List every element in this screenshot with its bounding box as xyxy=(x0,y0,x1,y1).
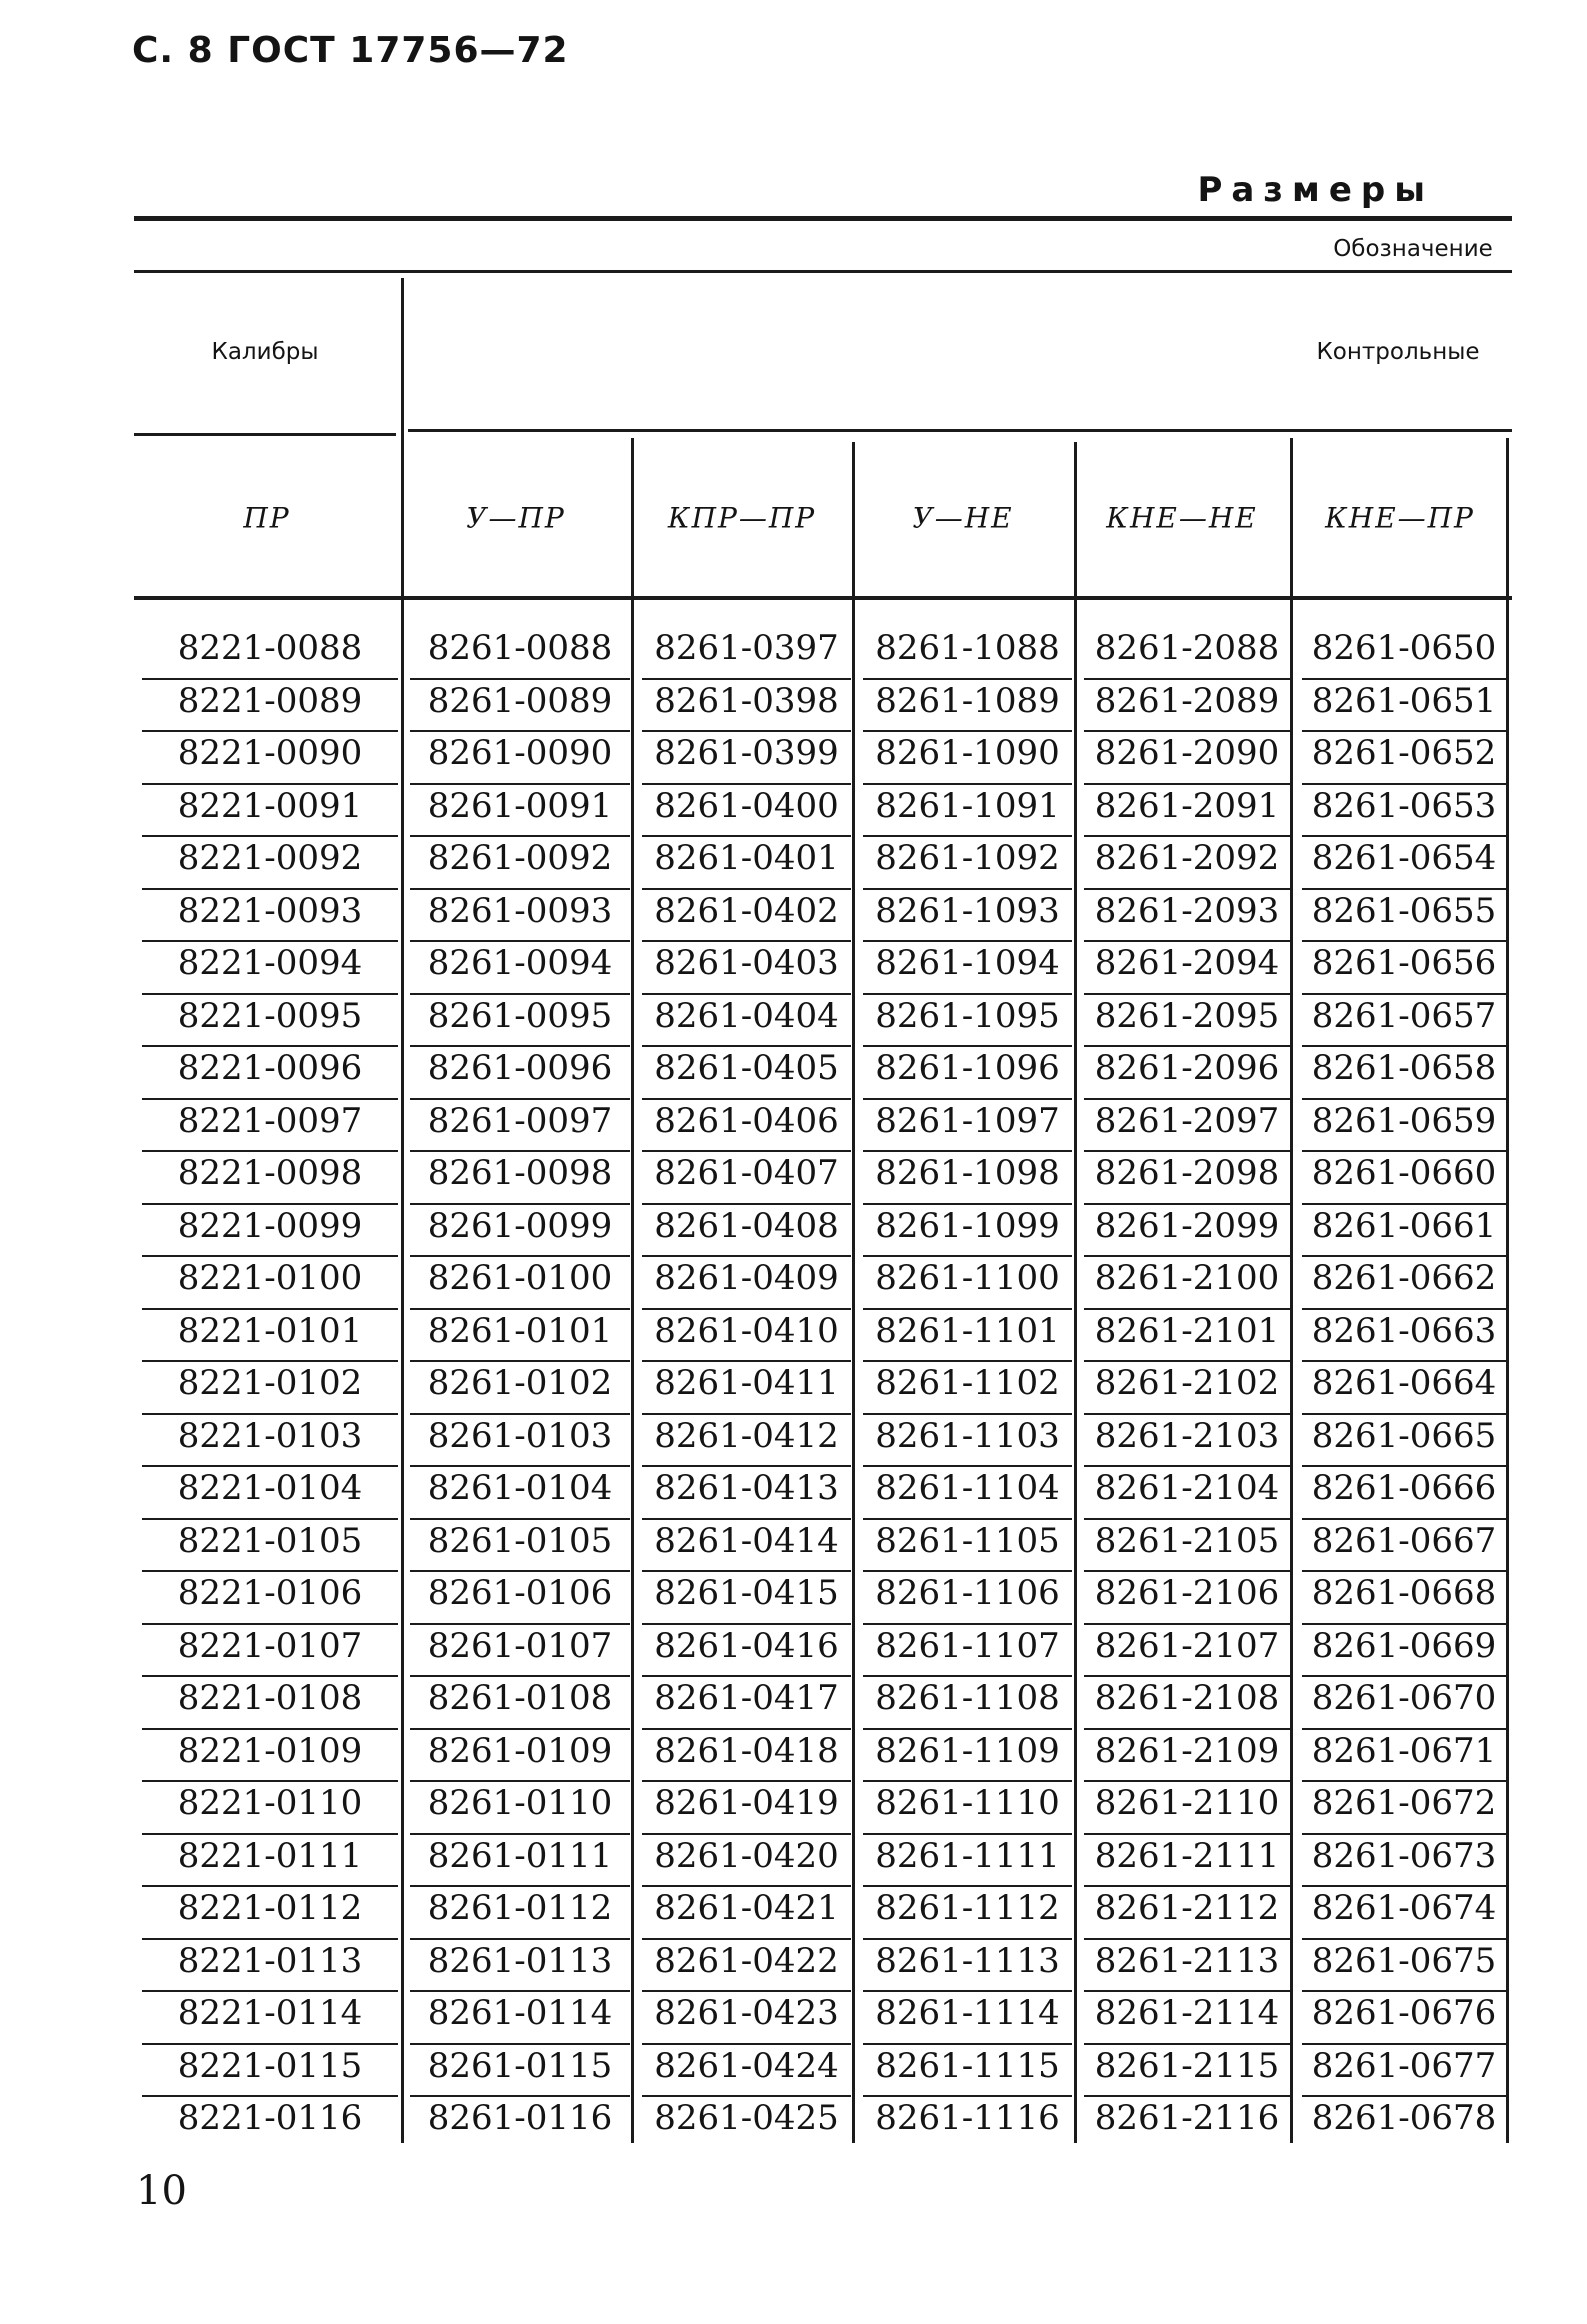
table-row xyxy=(136,2097,1512,2150)
table-cell: 8261-0105 xyxy=(404,1520,636,1573)
table-cell: 8261-0100 xyxy=(404,1257,636,1310)
column-header-u-ne: У—НЕ xyxy=(912,501,1014,535)
table-cell: 8221-0103 xyxy=(136,1415,404,1468)
table-cell: 8261-2111 xyxy=(1078,1835,1296,1888)
table-cell: 8221-0110 xyxy=(136,1782,404,1835)
table-cell: 8261-0415 xyxy=(636,1572,857,1625)
table-cell: 8261-0667 xyxy=(1296,1520,1512,1573)
table-cell: 8221-0113 xyxy=(136,1940,404,1993)
table-cell: 8221-0095 xyxy=(136,995,404,1048)
table-cell: 8261-0656 xyxy=(1296,942,1512,995)
designation-header: Обозначение xyxy=(1333,236,1493,262)
table-row xyxy=(136,1782,1512,1835)
table-cell: 8221-0090 xyxy=(136,732,404,785)
table-cell: 8261-2089 xyxy=(1078,680,1296,733)
page-header: С. 8 ГОСТ 17756—72 xyxy=(132,30,569,71)
table-cell: 8261-0096 xyxy=(404,1047,636,1100)
table-cell: 8261-1116 xyxy=(875,2098,1060,2138)
table-cell: 8261-0116 xyxy=(427,2098,613,2138)
table-cell: 8221-0111 xyxy=(136,1835,404,1888)
table-cell: 8261-0400 xyxy=(636,785,857,838)
table-cell: 8261-0098 xyxy=(404,1152,636,1205)
table-cell: 8261-2106 xyxy=(1078,1572,1296,1625)
table-cell: 8261-2107 xyxy=(1078,1625,1296,1678)
table-cell: 8261-0398 xyxy=(636,680,857,733)
table-cell: 8261-0103 xyxy=(404,1415,636,1468)
table-cell: 8261-0660 xyxy=(1296,1152,1512,1205)
table-cell: 8261-0110 xyxy=(404,1782,636,1835)
table-cell: 8261-0654 xyxy=(1296,837,1512,890)
table-cell: 8221-0096 xyxy=(136,1047,404,1100)
table-cell: 8261-0088 xyxy=(404,627,636,680)
table-cell: 8261-0114 xyxy=(404,1992,636,2045)
column-header-u-pr: У—ПР xyxy=(466,501,566,535)
table-cell: 8261-0417 xyxy=(636,1677,857,1730)
table-cell: 8261-0651 xyxy=(1296,680,1512,733)
table-cell: 8261-1108 xyxy=(857,1677,1078,1730)
table-cell: 8261-1101 xyxy=(857,1310,1078,1363)
table-cell: 8261-0420 xyxy=(636,1835,857,1888)
table-cell: 8261-0665 xyxy=(1296,1415,1512,1468)
table-top-rule xyxy=(134,216,1512,221)
table-cell: 8261-0658 xyxy=(1296,1047,1512,1100)
table-cell: 8261-0104 xyxy=(404,1467,636,1520)
table-cell: 8261-0091 xyxy=(404,785,636,838)
table-cell: 8261-0423 xyxy=(636,1992,857,2045)
table-cell: 8261-1107 xyxy=(857,1625,1078,1678)
table-cell: 8261-1112 xyxy=(857,1887,1078,1940)
table-cell: 8261-0407 xyxy=(636,1152,857,1205)
table-cell: 8261-2113 xyxy=(1078,1940,1296,1993)
table-cell: 8221-0116 xyxy=(177,2098,363,2138)
table-cell: 8261-0092 xyxy=(404,837,636,890)
table-row xyxy=(136,1257,1512,1310)
table-cell: 8261-0099 xyxy=(404,1205,636,1258)
header-bottom-rule xyxy=(134,596,1512,600)
table-cell: 8261-1103 xyxy=(857,1415,1078,1468)
table-cell: 8261-2096 xyxy=(1078,1047,1296,1100)
table-row xyxy=(136,1940,1512,1993)
table-cell: 8261-2104 xyxy=(1078,1467,1296,1520)
table-cell: 8221-0115 xyxy=(136,2045,404,2098)
control-header: Контрольные xyxy=(1316,339,1480,365)
table-row xyxy=(136,1205,1512,1258)
table-cell: 8261-1111 xyxy=(857,1835,1078,1888)
table-cell: 8261-0397 xyxy=(636,627,857,680)
table-cell: 8221-0094 xyxy=(136,942,404,995)
table-row xyxy=(136,837,1512,890)
table-cell: 8221-0112 xyxy=(136,1887,404,1940)
table-cell: 8261-2099 xyxy=(1078,1205,1296,1258)
table-cell: 8221-0091 xyxy=(136,785,404,838)
table-cell: 8261-0424 xyxy=(636,2045,857,2098)
table-cell: 8261-0107 xyxy=(404,1625,636,1678)
table-cell: 8261-0650 xyxy=(1296,627,1512,680)
table-cell: 8261-1114 xyxy=(857,1992,1078,2045)
table-cell: 8221-0104 xyxy=(136,1467,404,1520)
table-cell: 8261-0662 xyxy=(1296,1257,1512,1310)
table-cell: 8261-2098 xyxy=(1078,1152,1296,1205)
table-cell: 8261-0659 xyxy=(1296,1100,1512,1153)
table-cell: 8221-0105 xyxy=(136,1520,404,1573)
table-cell: 8261-0419 xyxy=(636,1782,857,1835)
table-cell: 8261-0405 xyxy=(636,1047,857,1100)
table-cell: 8261-0101 xyxy=(404,1310,636,1363)
table-row xyxy=(136,995,1512,1048)
table-cell: 8221-0088 xyxy=(136,627,404,680)
table-cell: 8261-2116 xyxy=(1094,2098,1280,2138)
table-row xyxy=(136,942,1512,995)
table-cell: 8261-0414 xyxy=(636,1520,857,1573)
table-cell: 8261-2095 xyxy=(1078,995,1296,1048)
designation-table xyxy=(136,627,1512,2150)
table-cell: 8261-2110 xyxy=(1078,1782,1296,1835)
table-cell: 8261-2114 xyxy=(1078,1992,1296,2045)
table-cell: 8261-0678 xyxy=(1311,2098,1497,2138)
table-cell: 8261-0655 xyxy=(1296,890,1512,943)
table-cell: 8261-0402 xyxy=(636,890,857,943)
table-cell: 8261-0109 xyxy=(404,1730,636,1783)
table-cell: 8261-1100 xyxy=(857,1257,1078,1310)
table-cell: 8261-1102 xyxy=(857,1362,1078,1415)
table-cell: 8261-0111 xyxy=(404,1835,636,1888)
table-cell: 8261-0672 xyxy=(1296,1782,1512,1835)
table-cell: 8261-0093 xyxy=(404,890,636,943)
table-row xyxy=(136,1572,1512,1625)
table-cell: 8261-0668 xyxy=(1296,1572,1512,1625)
table-cell: 8261-1098 xyxy=(857,1152,1078,1205)
table-cell: 8261-0106 xyxy=(404,1572,636,1625)
table-cell: 8261-0674 xyxy=(1296,1887,1512,1940)
table-row xyxy=(136,785,1512,838)
page-number: 10 xyxy=(136,2168,187,2214)
table-cell: 8261-2103 xyxy=(1078,1415,1296,1468)
table-row xyxy=(136,1520,1512,1573)
table-cell: 8221-0097 xyxy=(136,1100,404,1153)
table-cell: 8261-1113 xyxy=(857,1940,1078,1993)
table-cell: 8261-1091 xyxy=(857,785,1078,838)
table-cell: 8261-0094 xyxy=(404,942,636,995)
table-cell: 8221-0106 xyxy=(136,1572,404,1625)
table-cell: 8261-0097 xyxy=(404,1100,636,1153)
table-row xyxy=(136,1152,1512,1205)
table-cell: 8261-0408 xyxy=(636,1205,857,1258)
table-cell: 8261-1094 xyxy=(857,942,1078,995)
table-cell: 8261-1115 xyxy=(857,2045,1078,2098)
table-row xyxy=(136,1887,1512,1940)
table-title: Размеры xyxy=(1197,170,1434,210)
table-cell: 8261-0666 xyxy=(1296,1467,1512,1520)
table-cell: 8261-0418 xyxy=(636,1730,857,1783)
table-cell: 8221-0099 xyxy=(136,1205,404,1258)
table-cell: 8261-0663 xyxy=(1296,1310,1512,1363)
table-cell: 8261-1106 xyxy=(857,1572,1078,1625)
table-cell: 8261-2100 xyxy=(1078,1257,1296,1310)
table-cell: 8261-0108 xyxy=(404,1677,636,1730)
table-cell: 8221-0109 xyxy=(136,1730,404,1783)
table-cell: 8261-2112 xyxy=(1078,1887,1296,1940)
table-cell: 8261-0676 xyxy=(1296,1992,1512,2045)
table-row xyxy=(136,1310,1512,1363)
table-cell: 8261-1092 xyxy=(857,837,1078,890)
table-cell: 8261-0409 xyxy=(636,1257,857,1310)
table-row xyxy=(136,1730,1512,1783)
table-cell: 8261-0677 xyxy=(1296,2045,1512,2098)
table-cell: 8261-0664 xyxy=(1296,1362,1512,1415)
table-cell: 8261-1090 xyxy=(857,732,1078,785)
table-row xyxy=(136,627,1512,680)
table-cell: 8261-2094 xyxy=(1078,942,1296,995)
table-cell: 8261-0113 xyxy=(404,1940,636,1993)
gauges-header: Калибры xyxy=(211,339,319,365)
column-header-kne-pr: КНЕ—ПР xyxy=(1325,501,1475,535)
designation-rule xyxy=(134,270,1512,273)
table-cell: 8261-2092 xyxy=(1078,837,1296,890)
table-cell: 8261-0095 xyxy=(404,995,636,1048)
table-cell: 8261-0112 xyxy=(404,1887,636,1940)
table-cell: 8261-1109 xyxy=(857,1730,1078,1783)
table-cell: 8261-0403 xyxy=(636,942,857,995)
table-cell: 8261-1104 xyxy=(857,1467,1078,1520)
table-row xyxy=(136,1835,1512,1888)
table-row xyxy=(136,1047,1512,1100)
table-cell: 8221-0102 xyxy=(136,1362,404,1415)
table-row xyxy=(136,2045,1512,2098)
gauges-rule xyxy=(134,433,396,436)
table-cell: 8261-0653 xyxy=(1296,785,1512,838)
table-cell: 8261-0671 xyxy=(1296,1730,1512,1783)
table-cell: 8221-0100 xyxy=(136,1257,404,1310)
table-cell: 8261-0404 xyxy=(636,995,857,1048)
table-cell: 8261-2109 xyxy=(1078,1730,1296,1783)
table-cell: 8261-0102 xyxy=(404,1362,636,1415)
table-cell: 8261-1110 xyxy=(857,1782,1078,1835)
table-cell: 8261-1105 xyxy=(857,1520,1078,1573)
table-cell: 8261-2088 xyxy=(1078,627,1296,680)
table-cell: 8261-0425 xyxy=(654,2098,839,2138)
table-cell: 8261-1099 xyxy=(857,1205,1078,1258)
table-cell: 8261-0399 xyxy=(636,732,857,785)
table-cell: 8261-2090 xyxy=(1078,732,1296,785)
table-row xyxy=(136,1467,1512,1520)
table-cell: 8261-0416 xyxy=(636,1625,857,1678)
column-header-pr: ПР xyxy=(243,501,291,535)
table-cell: 8261-0652 xyxy=(1296,732,1512,785)
table-row xyxy=(136,890,1512,943)
table-cell: 8221-0089 xyxy=(136,680,404,733)
table-cell: 8261-0089 xyxy=(404,680,636,733)
table-cell: 8261-2115 xyxy=(1078,2045,1296,2098)
table-cell: 8221-0098 xyxy=(136,1152,404,1205)
table-cell: 8261-0661 xyxy=(1296,1205,1512,1258)
table-cell: 8261-0675 xyxy=(1296,1940,1512,1993)
column-header-kpr-pr: КПР—ПР xyxy=(667,501,817,535)
table-cell: 8261-0115 xyxy=(404,2045,636,2098)
table-cell: 8261-2093 xyxy=(1078,890,1296,943)
table-cell: 8221-0101 xyxy=(136,1310,404,1363)
table-cell: 8261-0406 xyxy=(636,1100,857,1153)
table-cell: 8261-0421 xyxy=(636,1887,857,1940)
table-cell: 8261-0673 xyxy=(1296,1835,1512,1888)
table-cell: 8261-0657 xyxy=(1296,995,1512,1048)
table-row xyxy=(136,1362,1512,1415)
control-rule xyxy=(408,429,1512,432)
table-cell: 8261-2108 xyxy=(1078,1677,1296,1730)
table-cell: 8261-2091 xyxy=(1078,785,1296,838)
table-cell: 8221-0093 xyxy=(136,890,404,943)
table-cell: 8221-0092 xyxy=(136,837,404,890)
table-cell: 8261-1095 xyxy=(857,995,1078,1048)
table-row xyxy=(136,1992,1512,2045)
table-cell: 8261-1089 xyxy=(857,680,1078,733)
table-row xyxy=(136,1415,1512,1468)
table-cell: 8261-0412 xyxy=(636,1415,857,1468)
table-cell: 8261-0411 xyxy=(636,1362,857,1415)
table-cell: 8261-2105 xyxy=(1078,1520,1296,1573)
table-cell: 8221-0107 xyxy=(136,1625,404,1678)
table-row xyxy=(136,1100,1512,1153)
table-cell: 8261-0670 xyxy=(1296,1677,1512,1730)
table-cell: 8261-1097 xyxy=(857,1100,1078,1153)
column-header-kne-ne: КНЕ—НЕ xyxy=(1106,501,1258,535)
table-cell: 8221-0108 xyxy=(136,1677,404,1730)
table-cell: 8261-2102 xyxy=(1078,1362,1296,1415)
table-row xyxy=(136,1625,1512,1678)
table-cell: 8261-1096 xyxy=(857,1047,1078,1100)
table-row xyxy=(136,1677,1512,1730)
table-cell: 8221-0114 xyxy=(136,1992,404,2045)
table-cell: 8261-1088 xyxy=(857,627,1078,680)
table-cell: 8261-2097 xyxy=(1078,1100,1296,1153)
table-row xyxy=(136,732,1512,785)
table-cell: 8261-0090 xyxy=(404,732,636,785)
table-cell: 8261-0410 xyxy=(636,1310,857,1363)
table-row xyxy=(136,680,1512,733)
table-cell: 8261-0422 xyxy=(636,1940,857,1993)
table-cell: 8261-2101 xyxy=(1078,1310,1296,1363)
table-cell: 8261-1093 xyxy=(857,890,1078,943)
table-cell: 8261-0413 xyxy=(636,1467,857,1520)
table-cell: 8261-0669 xyxy=(1296,1625,1512,1678)
table-cell: 8261-0401 xyxy=(636,837,857,890)
